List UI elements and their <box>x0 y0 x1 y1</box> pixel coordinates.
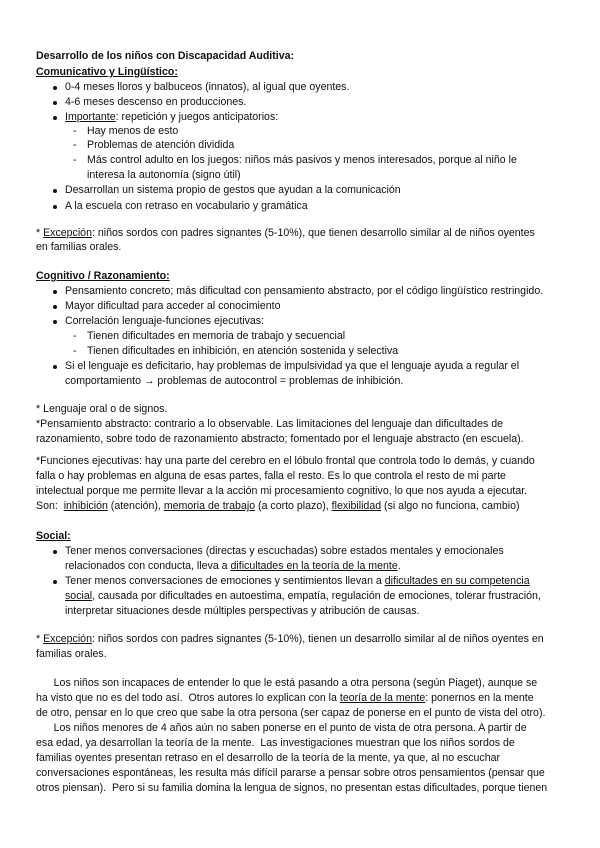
sub-list-item: Más control adulto en los juegos: niños más pasivos y menos interesados, porque al niño le <box>87 154 517 166</box>
list-item-continued <box>65 560 401 573</box>
section-heading-social: Social: <box>36 530 71 542</box>
list-item: Correlación lenguaje-funciones ejecutivas: <box>65 315 265 327</box>
sub-list-item-continued: interesa la autonomía (signo útil) <box>87 169 241 181</box>
bullet-icon <box>53 320 57 324</box>
note-line: intelectual porque me permite llevar a la acción mi procesamiento cognitivo, lo que nos ayuda a ejecutar. <box>36 485 528 497</box>
list-item: Si el lenguaje es deficitario, hay problemas de impulsividad ya que el lenguaje ayuda a regular el <box>65 360 520 372</box>
dash-marker: - <box>73 125 77 137</box>
underlined-term: teoría de la mente <box>339 692 426 704</box>
paragraph-text: ha visto que no es del todo así. Otros autores lo explican con la <box>36 692 340 704</box>
asterisk: * <box>36 227 44 239</box>
list-item: 0-4 meses lloros y balbuceos (innatos), al igual que oyentes. <box>65 81 350 93</box>
sub-list-item: Hay menos de esto <box>87 125 179 137</box>
list-item-text: Tener menos conversaciones de emociones y sentimientos llevan a <box>65 575 385 587</box>
list-item: Mayor dificultad para acceder al conocimiento <box>65 300 281 312</box>
paragraph-line <box>36 692 534 705</box>
dash-marker: - <box>73 330 77 342</box>
bullet-icon <box>53 290 57 294</box>
exception-note-continued: familias orales. <box>36 648 107 660</box>
dash-marker: - <box>73 154 77 166</box>
list-item-text: . <box>397 560 401 572</box>
paragraph-line: Los niños menores de 4 años aún no saben ponerse en el punto de vista de otra persona. A partir de <box>36 722 527 734</box>
underlined-term: dificultades en su competencia <box>384 575 530 587</box>
bullet-icon <box>53 550 57 554</box>
list-item: Desarrollan un sistema propio de gestos que ayudan a la comunicación <box>65 184 401 196</box>
paragraph-line: conversaciones espontáneas, les resulta más difícil pararse a pensar sobre otros pensamientos (pensar que <box>36 767 545 779</box>
bullet-icon <box>53 305 57 309</box>
document-title: Desarrollo de los niños con Discapacidad Auditiva: <box>36 50 295 62</box>
list-item-text: : repetición y juegos anticipatorios: <box>115 111 279 123</box>
list-item-text: relacionados con conducta, lleva a <box>65 560 231 572</box>
note-line: *Funciones ejecutivas: hay una parte del cerebro en el lóbulo frontal que controla todo lo demás, y cuando <box>36 455 535 467</box>
paragraph-text: : ponernos en la mente <box>425 692 534 704</box>
note-line: razonamiento, sobre todo de razonamiento abstracto; fomentado por el lenguaje abstracto (en escuela). <box>36 433 524 445</box>
bullet-icon <box>53 86 57 90</box>
note-text: : niños sordos con padres signantes (5-10%), que tienen desarrollo similar al de niños oyentes <box>91 227 535 239</box>
list-item-continued: comportamiento → problemas de autocontrol = problemas de inhibición. <box>65 375 404 387</box>
underlined-term: Excepción <box>43 227 92 239</box>
list-item: Pensamiento concreto; más dificultad con pensamiento abstracto, por el código lingüístico restringido. <box>65 285 544 297</box>
note-text: (atención), <box>107 500 164 512</box>
bullet-icon <box>53 365 57 369</box>
note-text: : niños sordos con padres signantes (5-10%), tienen un desarrollo similar al de niños oyentes en <box>91 633 544 645</box>
bullet-icon <box>53 580 57 584</box>
underlined-term: inhibición <box>63 500 108 512</box>
list-item <box>65 111 278 124</box>
note-line: falla o hay problemas en alguna de esas partes, falla el resto. Es lo que controla el resto de mi parte <box>36 470 506 482</box>
bullet-icon <box>53 189 57 193</box>
exception-note-continued: en familias orales. <box>36 241 122 253</box>
underlined-term: dificultades en la teoría de la mente <box>230 560 398 572</box>
paragraph-line: Los niños son incapaces de entender lo que le está pasando a otra persona (según Piaget), aunque se <box>36 677 538 689</box>
underlined-term: memoria de trabajo <box>163 500 256 512</box>
bullet-icon <box>53 116 57 120</box>
paragraph-line: de otro, pensar en lo que creo que sabe la otra persona (ser capaz de ponerse en el punto de vista del otro). <box>36 707 546 719</box>
sub-list-item: Tienen dificultades en inhibición, en atención sostenida y selectiva <box>87 345 399 357</box>
exception-note <box>36 633 544 646</box>
note-text: Son: <box>36 500 64 512</box>
note-line-son <box>36 500 520 513</box>
underlined-term: flexibilidad <box>331 500 382 512</box>
note-text: (a corto plazo), <box>255 500 332 512</box>
dash-marker: - <box>73 139 77 151</box>
section-heading-cognitivo: Cognitivo / Razonamiento: <box>36 270 170 282</box>
list-item: A la escuela con retraso en vocabulario y gramática <box>65 200 308 212</box>
list-item: Tener menos conversaciones (directas y escuchadas) sobre estados mentales y emocionales <box>65 545 504 557</box>
paragraph-line: esa edad, ya desarrollan la teoría de la mente. Las investigaciones muestran que los niños sordos de <box>36 737 515 749</box>
list-item-continued <box>65 590 541 603</box>
list-item-text: , causada por dificultades en autoestima, empatía, regulación de emociones, tolerar frustración, <box>92 590 541 602</box>
underlined-term: Excepción <box>43 633 92 645</box>
paragraph-line: familias oyentes presentan retraso en el desarrollo de la teoría de la mente, ya que, al no escuchar <box>36 752 501 764</box>
note-line: *Pensamiento abstracto: contrario a lo observable. Las limitaciones del lenguaje dan dificultades de <box>36 418 503 430</box>
underlined-term: Importante <box>65 111 116 123</box>
list-item: 4-6 meses descenso en producciones. <box>65 96 247 108</box>
sub-list-item: Problemas de atención dividida <box>87 139 235 151</box>
sub-list-item: Tienen dificultades en memoria de trabajo y secuencial <box>87 330 346 342</box>
exception-note <box>36 227 535 240</box>
asterisk: * <box>36 633 44 645</box>
bullet-icon <box>53 205 57 209</box>
paragraph-line: otros piensan). Pero si su familia domina la lengua de signos, no presentan estas dificultades, porque tienen <box>36 782 548 794</box>
bullet-icon <box>53 101 57 105</box>
dash-marker: - <box>73 345 77 357</box>
underlined-term: social <box>65 590 93 602</box>
section-heading-comunicativo: Comunicativo y Lingüístico: <box>36 66 178 78</box>
list-item-continued: interpretar situaciones desde múltiples perspectivas y atribución de causas. <box>65 605 420 617</box>
note-text: (si algo no funciona, cambio) <box>381 500 520 512</box>
note-line: * Lenguaje oral o de signos. <box>36 403 168 415</box>
list-item <box>65 575 530 588</box>
